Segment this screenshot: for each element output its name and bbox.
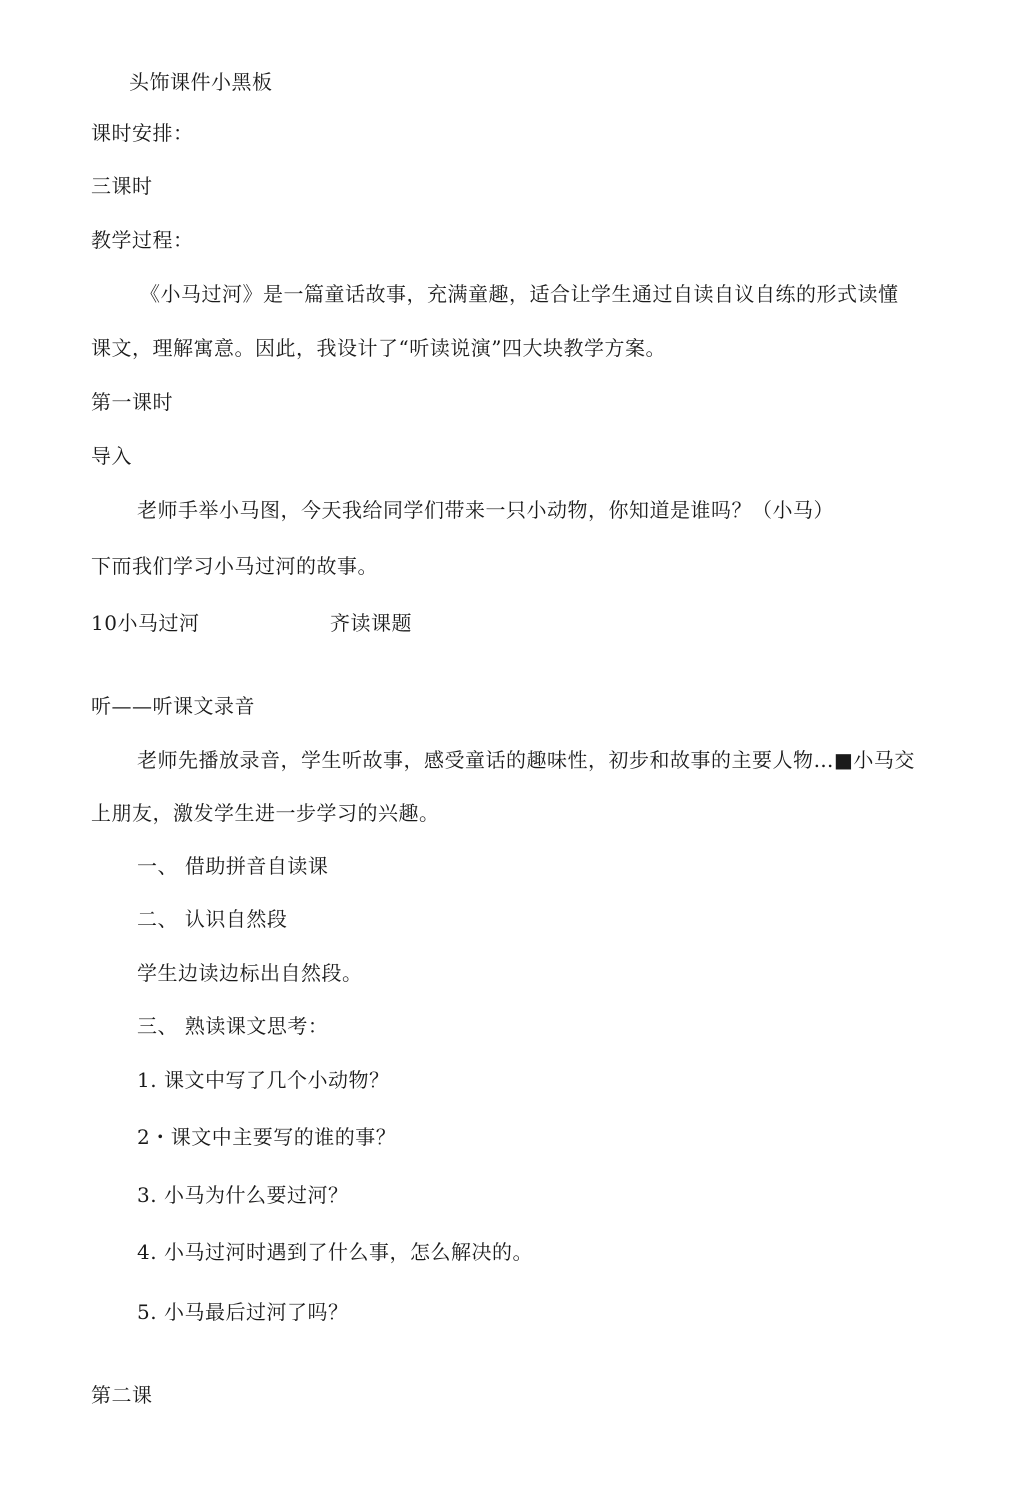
step-two: 二、 认识自然段	[137, 907, 288, 931]
process-heading: 教学过程：	[91, 228, 194, 252]
lead-in-heading: 导入	[91, 444, 132, 468]
lesson-title-note: 齐读课题	[330, 611, 412, 635]
question-4: 4. 小马过河时遇到了什么事，怎么解决的。	[137, 1240, 533, 1264]
lesson-title: 10小马过河	[91, 611, 200, 635]
lesson-two-heading: 第二课	[91, 1383, 153, 1407]
listen-paragraph-line-2: 上朋友，激发学生进一步学习的兴趣。	[91, 801, 440, 825]
question-3: 3. 小马为什么要过河？	[137, 1183, 349, 1207]
question-5: 5. 小马最后过河了吗？	[137, 1300, 349, 1324]
lead-in-paragraph-line-2: 下而我们学习小马过河的故事。	[91, 554, 378, 578]
question-2: 2・课文中主要写的谁的事？	[137, 1125, 397, 1149]
lesson-one-heading: 第一课时	[91, 390, 173, 414]
materials-line: 头饰课件小黑板	[129, 70, 273, 94]
schedule-heading: 课时安排：	[91, 121, 194, 145]
listen-heading: 听——听课文录音	[91, 694, 255, 718]
step-three: 三、 熟读课文思考：	[137, 1014, 329, 1038]
question-1: 1. 课文中写了几个小动物？	[137, 1068, 390, 1092]
step-one: 一、 借助拼音自读课	[137, 854, 329, 878]
step-two-detail: 学生边读边标出自然段。	[137, 961, 363, 985]
listen-paragraph-line-1: 老师先播放录音，学生听故事，感受童话的趣味性，初步和故事的主要人物…■小马交	[137, 748, 915, 772]
schedule-value: 三课时	[91, 174, 153, 198]
intro-paragraph-line-2: 课文，理解寓意。因此，我设计了“听读说演”四大块教学方案。	[91, 336, 666, 360]
lead-in-paragraph-line-1: 老师手举小马图，今天我给同学们带来一只小动物，你知道是谁吗？（小马）	[137, 498, 834, 522]
intro-paragraph-line-1: 《小马过河》是一篇童话故事，充满童趣，适合让学生通过自读自议自练的形式读懂	[140, 282, 899, 306]
